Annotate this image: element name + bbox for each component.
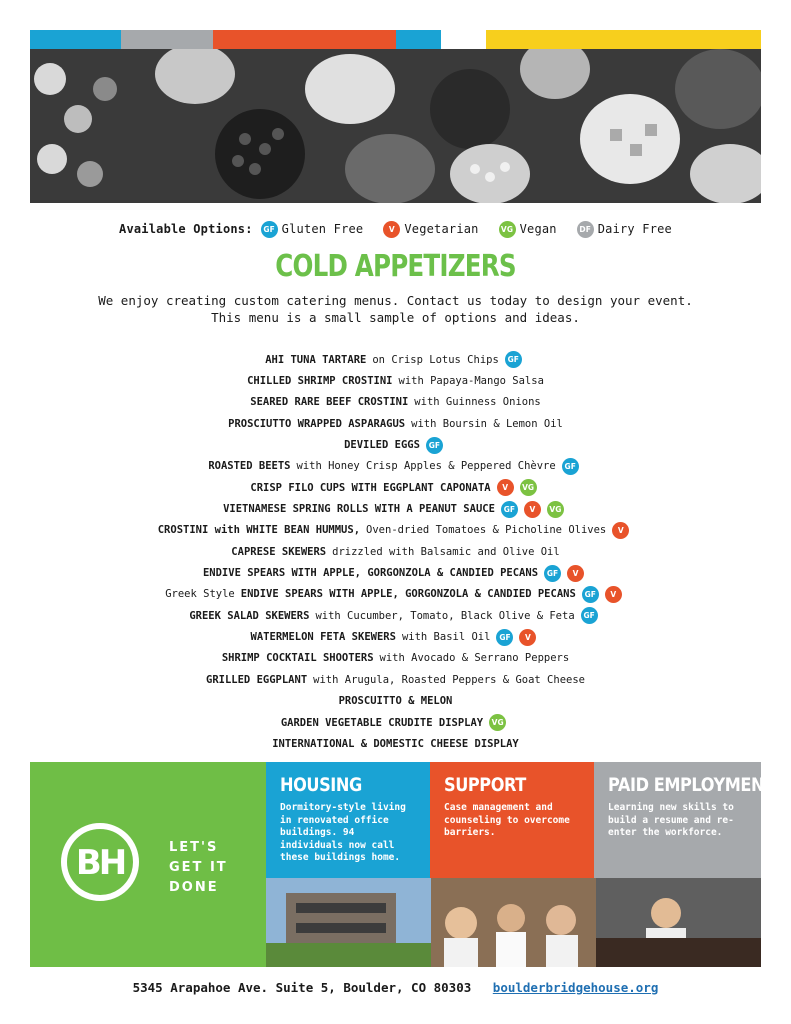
menu-item-name: PROSCIUTTO WRAPPED ASPARAGUS bbox=[228, 417, 406, 430]
menu-item-description: with Avocado & Serrano Peppers bbox=[379, 652, 570, 665]
footer bbox=[0, 980, 791, 995]
support-column bbox=[430, 762, 594, 878]
menu-item-name: ROASTED BEETS bbox=[208, 460, 291, 473]
menu-item-name: SEARED RARE BEEF CROSTINI bbox=[250, 396, 409, 409]
menu-item bbox=[0, 370, 791, 391]
color-bar-segment bbox=[213, 30, 396, 49]
option-label: Dairy Free bbox=[597, 222, 672, 236]
gf-badge-icon: GF bbox=[426, 437, 443, 454]
menu-item-badges bbox=[610, 522, 633, 539]
option-dairy-free bbox=[575, 221, 672, 238]
gf-badge-icon: GF bbox=[496, 629, 513, 646]
slogan-line: GET IT bbox=[169, 860, 228, 875]
menu-item-badges bbox=[494, 629, 540, 646]
menu-item bbox=[0, 434, 791, 455]
gf-badge-icon: GF bbox=[582, 586, 599, 603]
paid-employment-text: Learning new skills to build a resume and re-enter the workforce. bbox=[608, 802, 734, 838]
paid-employment-column bbox=[594, 762, 775, 878]
menu-item-badges bbox=[503, 351, 526, 368]
menu-item bbox=[0, 669, 791, 690]
vg-badge-icon: VG bbox=[489, 714, 506, 731]
menu-item bbox=[0, 477, 791, 498]
menu-item bbox=[0, 584, 791, 605]
menu-item bbox=[0, 733, 791, 754]
menu-item bbox=[0, 520, 791, 541]
menu-item-description: with Basil Oil bbox=[401, 631, 491, 644]
gf-badge-icon: GF bbox=[581, 607, 598, 624]
menu-item-badges bbox=[560, 458, 583, 475]
menu-item-name: AHI TUNA TARTARE bbox=[265, 353, 367, 366]
menu-item-badges bbox=[580, 586, 626, 603]
v-badge-icon: V bbox=[519, 629, 536, 646]
slogan-line: DONE bbox=[169, 880, 219, 895]
option-label: Vegetarian bbox=[404, 222, 479, 236]
color-bar-segment bbox=[30, 30, 121, 49]
option-vegetarian bbox=[381, 221, 478, 238]
menu-item-badges bbox=[579, 607, 602, 624]
slogan bbox=[169, 838, 228, 898]
option-label: Gluten Free bbox=[281, 222, 364, 236]
support-text: Case management and counseling to overcome barriers. bbox=[444, 802, 570, 838]
menu-item bbox=[0, 691, 791, 712]
menu-item-name: SHRIMP COCKTAIL SHOOTERS bbox=[221, 652, 374, 665]
menu-item-description: with Arugula, Roasted Peppers & Goat Cheese bbox=[313, 673, 585, 686]
option-label: Vegan bbox=[519, 222, 557, 236]
program-photos bbox=[266, 878, 761, 967]
bridge-house-logo-icon bbox=[60, 822, 140, 902]
housing-text: Dormitory-style living in renovated office buildings. 94 individuals now call these buildings home. bbox=[280, 802, 406, 863]
menu-item-name: DEVILED EGGS bbox=[344, 439, 420, 452]
menu-item-description: with Honey Crisp Apples & Peppered Chèvre bbox=[296, 460, 556, 473]
menu-item bbox=[0, 392, 791, 413]
website-link[interactable]: boulderbridgehouse.org bbox=[492, 980, 659, 995]
v-badge-icon: V bbox=[497, 479, 514, 496]
menu-item-name: PROSCUITTO & MELON bbox=[338, 695, 453, 708]
menu-item-badges bbox=[542, 565, 588, 582]
program-panel bbox=[30, 762, 775, 967]
menu-item-name: CAPRESE SKEWERS bbox=[231, 545, 327, 558]
menu-item bbox=[0, 562, 791, 583]
menu-item-name: GREEK SALAD SKEWERS bbox=[189, 609, 310, 622]
menu-item-name: GRILLED EGGPLANT bbox=[206, 673, 308, 686]
menu-item bbox=[0, 648, 791, 669]
hero-food-photo bbox=[30, 49, 761, 203]
menu-item-description: with Guinness Onions bbox=[414, 396, 541, 409]
v-badge-icon: V bbox=[605, 586, 622, 603]
menu-item-badges bbox=[424, 437, 447, 454]
menu-item-name: WATERMELON FETA SKEWERS bbox=[250, 631, 396, 644]
vg-badge-icon: VG bbox=[499, 221, 516, 238]
df-badge-icon: DF bbox=[577, 221, 594, 238]
menu-item-name: GARDEN VEGETABLE CRUDITE DISPLAY bbox=[280, 716, 484, 729]
color-bar-segment bbox=[441, 30, 486, 49]
menu-item-name: CHILLED SHRIMP CROSTINI bbox=[247, 375, 393, 388]
menu-item-badges bbox=[495, 479, 541, 496]
options-label: Available Options: bbox=[119, 222, 253, 236]
menu-item bbox=[0, 626, 791, 647]
menu-item-description: drizzled with Balsamic and Olive Oil bbox=[332, 545, 560, 558]
menu-item-description: with Cucumber, Tomato, Black Olive & Feta bbox=[315, 609, 575, 622]
menu-item-description: with Papaya-Mango Salsa bbox=[398, 375, 544, 388]
color-bar-segment bbox=[121, 30, 213, 49]
v-badge-icon: V bbox=[524, 501, 541, 518]
menu-item-description: on Crisp Lotus Chips bbox=[372, 353, 499, 366]
housing-title: HOUSING bbox=[280, 774, 362, 796]
menu-item-name: CRISP FILO CUPS WITH EGGPLANT CAPONATA bbox=[250, 481, 491, 494]
vg-badge-icon: VG bbox=[520, 479, 537, 496]
option-gluten-free bbox=[259, 221, 364, 238]
menu-item bbox=[0, 605, 791, 626]
gf-badge-icon: GF bbox=[505, 351, 522, 368]
menu-item-name: ENDIVE SPEARS WITH APPLE, GORGONZOLA & CANDIED PECANS bbox=[240, 588, 576, 601]
menu-item bbox=[0, 349, 791, 370]
v-badge-icon: V bbox=[612, 522, 629, 539]
menu-item-name: CROSTINI with WHITE BEAN HUMMUS, bbox=[157, 524, 361, 537]
option-vegan bbox=[497, 221, 557, 238]
gf-badge-icon: GF bbox=[261, 221, 278, 238]
menu-item-description: Oven-dried Tomatoes & Picholine Olives bbox=[366, 524, 607, 537]
menu-item-name: VIETNAMESE SPRING ROLLS WITH A PEANUT SAUCE bbox=[223, 503, 495, 516]
gf-badge-icon: GF bbox=[501, 501, 518, 518]
intro-line: This menu is a small sample of options and ideas. bbox=[211, 310, 580, 325]
address-text: 5345 Arapahoe Ave. Suite 5, Boulder, CO 80303 bbox=[132, 980, 472, 995]
menu-item-badges bbox=[487, 714, 510, 731]
paid-employment-title: PAID EMPLOYMENT bbox=[608, 774, 775, 796]
gf-badge-icon: GF bbox=[562, 458, 579, 475]
menu-item bbox=[0, 413, 791, 434]
color-bar bbox=[30, 30, 761, 49]
intro-line: We enjoy creating custom catering menus. Contact us today to design your event. bbox=[98, 293, 693, 308]
page-title: COLD APPETIZERS bbox=[275, 249, 516, 284]
menu-item-prefix: Greek Style bbox=[165, 588, 235, 601]
menu-item bbox=[0, 456, 791, 477]
intro-text bbox=[0, 292, 791, 326]
food-photo-illustration bbox=[30, 49, 761, 203]
slogan-line: LET'S bbox=[169, 840, 219, 855]
menu-item bbox=[0, 541, 791, 562]
menu-item-name: ENDIVE SPEARS WITH APPLE, GORGONZOLA & CANDIED PECANS bbox=[202, 567, 539, 580]
gf-badge-icon: GF bbox=[544, 565, 561, 582]
dietary-options-legend bbox=[0, 219, 791, 239]
brand-block bbox=[30, 762, 266, 967]
menu-item-badges bbox=[499, 501, 568, 518]
color-bar-segment bbox=[396, 30, 441, 49]
housing-column bbox=[266, 762, 430, 878]
menu-item-name: INTERNATIONAL & DOMESTIC CHEESE DISPLAY bbox=[272, 737, 519, 750]
color-bar-segment bbox=[486, 30, 761, 49]
v-badge-icon: V bbox=[383, 221, 400, 238]
menu-item bbox=[0, 498, 791, 519]
photos-illustration bbox=[266, 878, 761, 967]
menu-item bbox=[0, 712, 791, 733]
logo-text: BH bbox=[75, 843, 125, 883]
vg-badge-icon: VG bbox=[547, 501, 564, 518]
menu-item-description: with Boursin & Lemon Oil bbox=[411, 417, 563, 430]
v-badge-icon: V bbox=[567, 565, 584, 582]
support-title: SUPPORT bbox=[444, 774, 526, 796]
menu-list bbox=[0, 349, 791, 755]
